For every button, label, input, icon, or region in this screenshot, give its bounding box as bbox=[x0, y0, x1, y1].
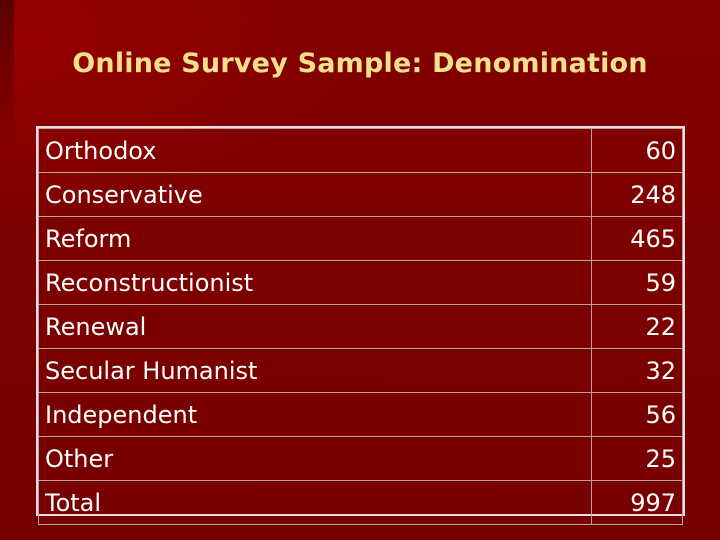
table-row bbox=[39, 305, 683, 349]
total-label: Total bbox=[39, 481, 592, 525]
slide-title: Online Survey Sample: Denomination bbox=[72, 48, 648, 79]
row-value: 60 bbox=[592, 129, 683, 173]
row-label: Conservative bbox=[39, 173, 592, 217]
row-value: 59 bbox=[592, 261, 683, 305]
table-row bbox=[39, 393, 683, 437]
table-row bbox=[39, 349, 683, 393]
row-value: 32 bbox=[592, 349, 683, 393]
row-value: 248 bbox=[592, 173, 683, 217]
denomination-table-grid bbox=[38, 128, 683, 525]
row-label: Orthodox bbox=[39, 129, 592, 173]
row-value: 25 bbox=[592, 437, 683, 481]
row-label: Independent bbox=[39, 393, 592, 437]
table-row bbox=[39, 437, 683, 481]
row-label: Secular Humanist bbox=[39, 349, 592, 393]
row-value: 465 bbox=[592, 217, 683, 261]
row-value: 56 bbox=[592, 393, 683, 437]
row-label: Reform bbox=[39, 217, 592, 261]
row-label: Renewal bbox=[39, 305, 592, 349]
table-row bbox=[39, 261, 683, 305]
table-row bbox=[39, 173, 683, 217]
row-label: Other bbox=[39, 437, 592, 481]
table-row bbox=[39, 217, 683, 261]
table-row bbox=[39, 129, 683, 173]
denomination-table bbox=[36, 126, 685, 516]
total-value: 997 bbox=[592, 481, 683, 525]
row-value: 22 bbox=[592, 305, 683, 349]
table-row-total bbox=[39, 481, 683, 525]
row-label: Reconstructionist bbox=[39, 261, 592, 305]
